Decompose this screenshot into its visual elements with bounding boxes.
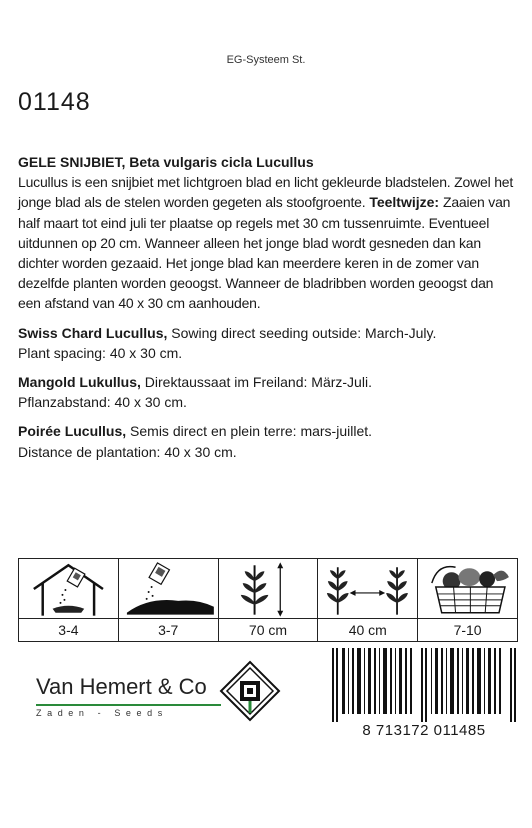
dutch-text-1: Lucullus is een snijbiet met lichtgroen blad en licht gekleurde bladstelen. Zowel het jonge blad als de stelen worden gegeten als stoofgroente. bbox=[18, 174, 514, 211]
barcode-bars bbox=[330, 648, 518, 722]
brand-tagline: Zaden - Seeds bbox=[36, 708, 168, 718]
french-section bbox=[18, 421, 518, 461]
french-line-1: Semis direct en plein terre: mars-juillet. bbox=[130, 423, 373, 440]
english-line-1: Sowing direct seeding outside: March-July. bbox=[171, 324, 437, 341]
sowing-indoor-cell bbox=[19, 559, 119, 641]
dutch-title: GELE SNIJBIET, Beta vulgaris cicla Lucullus bbox=[18, 154, 314, 170]
german-line-2: Pflanzabstand: 40 x 30 cm. bbox=[18, 394, 187, 411]
brand-divider bbox=[36, 704, 221, 706]
barcode-number: 8 713172 011485 bbox=[362, 722, 486, 739]
french-line-2: Distance de plantation: 40 x 30 cm. bbox=[18, 443, 237, 460]
icon-label: 7-10 bbox=[453, 622, 482, 638]
harvest-basket-icon bbox=[418, 559, 517, 619]
icon-strip bbox=[18, 558, 518, 642]
plant-spacing-icon bbox=[318, 559, 417, 619]
brand-logo bbox=[219, 660, 281, 722]
dutch-text-2: Zaaien van half maart tot eind juli ter plaatse op regels met 30 cm tussenruimte. Eventueel uitdunnen op 20 cm. Wanneer alleen het jonge blad wordt gesneden dan kan dichter worden gezaaid. Het jonge blad kan meerdere keren in de zomer van dezelfde planten worden geoogst. Wanneer de bladribben worden geoogst dan een afstand van 40 x 30 cm aanhouden. bbox=[18, 194, 511, 312]
german-title: Mangold Lukullus, bbox=[18, 374, 141, 391]
plant-height-cell bbox=[219, 559, 319, 641]
barcode bbox=[330, 648, 518, 740]
plant-spacing-cell bbox=[318, 559, 418, 641]
french-title: Poirée Lucullus, bbox=[18, 423, 127, 440]
german-section bbox=[18, 372, 518, 412]
english-section bbox=[18, 323, 518, 363]
icon-label: 40 cm bbox=[348, 622, 387, 638]
sowing-outdoor-cell bbox=[119, 559, 219, 641]
greenhouse-sowing-icon bbox=[19, 559, 118, 619]
description-block bbox=[18, 152, 518, 471]
icon-label: 3-4 bbox=[58, 622, 79, 638]
plant-height-icon bbox=[219, 559, 318, 619]
english-line-2: Plant spacing: 40 x 30 cm. bbox=[18, 344, 183, 361]
brand-block bbox=[36, 674, 226, 718]
english-title: Swiss Chard Lucullus, bbox=[18, 324, 168, 341]
outdoor-sowing-icon bbox=[119, 559, 218, 619]
brand-name: Van Hemert & Co bbox=[36, 674, 207, 699]
icon-label: 3-7 bbox=[158, 622, 179, 638]
icon-label: 70 cm bbox=[248, 622, 288, 638]
dutch-section bbox=[18, 152, 518, 314]
german-line-1: Direktaussaat im Freiland: März-Juli. bbox=[144, 374, 372, 391]
product-code: 01148 bbox=[18, 88, 91, 116]
eg-system-label: EG-Systeem St. bbox=[226, 54, 306, 66]
harvest-cell bbox=[418, 559, 517, 641]
teeltwijze-label: Teeltwijze: bbox=[369, 194, 440, 211]
